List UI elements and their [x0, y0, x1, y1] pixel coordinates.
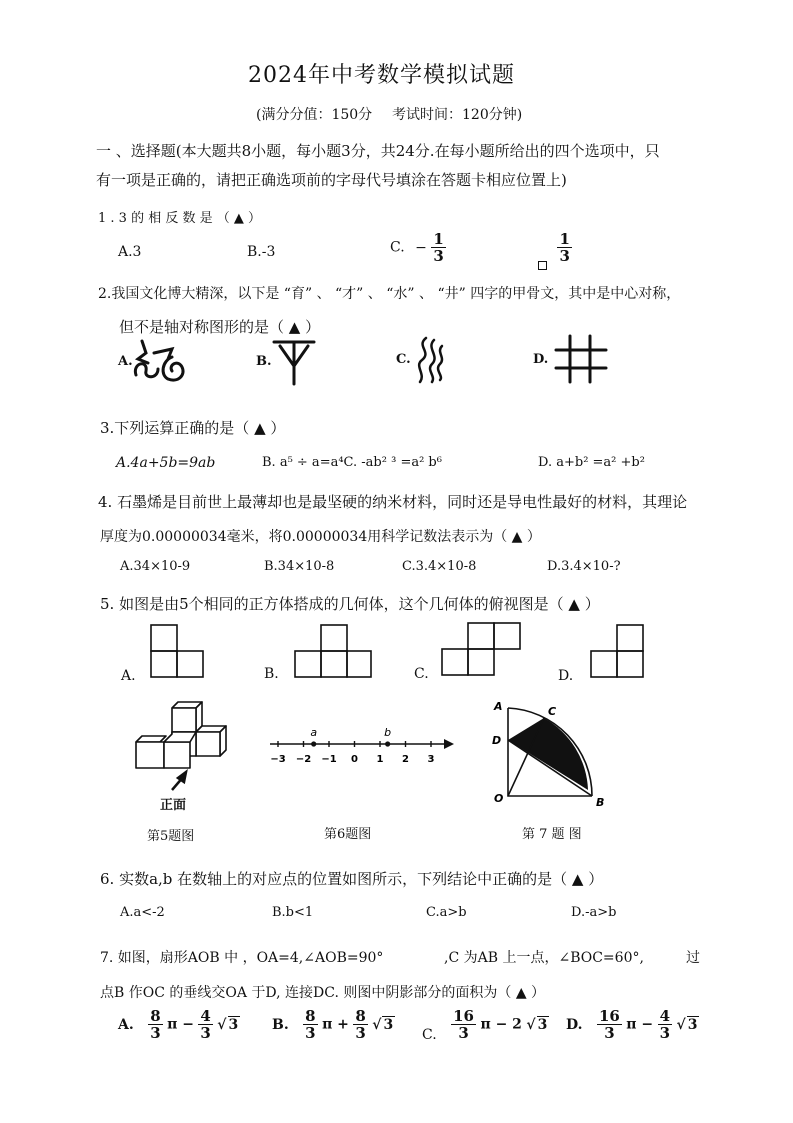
q5-option-b-top-view: [294, 624, 374, 680]
q7-a-root: √ 3: [217, 1016, 239, 1033]
oracle-cai-icon: [270, 336, 320, 388]
q7-option-d-frac2: [658, 1008, 672, 1041]
q7-d-root: √ 3: [676, 1016, 698, 1033]
q7-a-d2: 3: [200, 1024, 211, 1042]
q7-option-c-frac1: [451, 1008, 476, 1041]
q2-stem-line2: 但不是轴对称图形的是（ ▲ ）: [119, 318, 321, 336]
q1-option-d-numerator: 1: [559, 230, 570, 248]
q7-option-b: [272, 1008, 395, 1041]
q7-b-n1: 8: [305, 1007, 316, 1025]
q7-option-d-frac1: [597, 1008, 622, 1041]
q7-b-d1: 3: [305, 1024, 316, 1042]
q5-option-a-label: A.: [121, 668, 136, 684]
fig6-caption: 第6题图: [324, 827, 372, 842]
q7-option-a: [118, 1008, 240, 1041]
q7-option-a-label: A.: [118, 1016, 134, 1033]
page-title: 2024年中考数学模拟试题: [248, 63, 515, 88]
q7-option-c-label: C.: [422, 1026, 437, 1043]
q5-option-c-top-view: [441, 622, 523, 678]
section1-instruction-line2: 有一项是正确的，请把正确选项前的字母代号填涂在答题卡相应位置上): [96, 171, 567, 189]
q7-b-n2: 8: [355, 1007, 366, 1025]
q4-stem-line1: 4. 石墨烯是目前世上最薄却也是最坚硬的纳米材料，同时还是导电性最好的材料，其理论: [98, 493, 688, 511]
q4-stem-line2: 厚度为0.00000034毫米，将0.00000034用科学记数法表示为（ ▲ ）: [100, 529, 541, 545]
q7-option-d: [566, 1008, 699, 1041]
q1-option-c-label: C.: [390, 239, 405, 256]
number-line-tick-label: −2: [295, 754, 312, 765]
point-a-marker: [311, 741, 316, 746]
fig7-caption: 第 7 题 图: [522, 827, 582, 842]
q1-option-d-box-icon: [538, 261, 547, 270]
q7-b-mid: π +: [322, 1016, 349, 1033]
number-line-tick-label: 3: [427, 754, 435, 765]
q5-option-a-top-view: [150, 624, 206, 680]
q1-option-c-fraction: [431, 231, 445, 264]
q4-option-a: A.34×10-9: [120, 559, 191, 574]
q2-option-d-label: D.: [533, 352, 549, 367]
point-b-marker: [385, 741, 390, 746]
q7-b-rad: 3: [383, 1016, 394, 1033]
q2-stem-line1: 2.我国文化博大精深，以下是 “育” 、 “才” 、 “水” 、 “井” 四字的甲骨文，其中是中心对称，: [98, 286, 681, 302]
q6-stem: 6. 实数a,b 在数轴上的对应点的位置如图所示，下列结论中正确的是（ ▲ ）: [100, 870, 604, 888]
q7-d-n1: 16: [598, 1007, 620, 1025]
q1-option-a: A.3: [118, 244, 142, 260]
number-line-tick-label: 0: [351, 754, 358, 765]
number-line-tick-label: 1: [376, 754, 384, 765]
q1-option-c-sign: −: [415, 239, 427, 256]
front-label: 正面: [160, 798, 187, 813]
q7-d-mid: π −: [626, 1016, 654, 1033]
sector-label-b: B: [596, 796, 605, 809]
q4-option-d: D.3.4×10-?: [547, 559, 621, 574]
q6-option-d: D.-a>b: [571, 905, 617, 920]
q7-stem-line1-b: ,C 为AB 上一点，∠BOC=60°,: [444, 950, 644, 966]
q3-stem: 3.下列运算正确的是（ ▲ ）: [100, 419, 286, 437]
q7-stem-line2: 点B 作OC 的垂线交OA 于D, 连接DC. 则图中阴影部分的面积为（ ▲ ）: [100, 985, 546, 1001]
q7-a-d1: 3: [150, 1024, 161, 1042]
shaded-region: [508, 718, 588, 790]
q4-option-c: C.3.4×10-8: [402, 559, 477, 574]
q7-d-d1: 3: [604, 1024, 615, 1042]
q1-option-d-denominator: 3: [559, 247, 570, 265]
q6-option-a: A.a<-2: [120, 905, 165, 920]
sector-label-d: D: [492, 734, 502, 747]
q7-a-n2: 4: [200, 1007, 211, 1025]
q7-sector-figure: [488, 700, 613, 810]
sector-label-c: C: [548, 705, 557, 718]
point-b-label: b: [384, 726, 392, 739]
sector-label-a: A: [494, 700, 503, 713]
sector-label-o: O: [494, 792, 504, 805]
q7-d-rad: 3: [687, 1016, 698, 1033]
q2-option-c-label: C.: [396, 352, 411, 367]
subtitle-score: (满分分值：150分: [256, 107, 373, 123]
q1-option-c: [390, 231, 446, 264]
q7-stem-line1-c: 过: [686, 950, 700, 966]
q5-option-d-label: D.: [558, 668, 574, 684]
q7-c-d1: 3: [458, 1024, 469, 1042]
q5-option-c-label: C.: [414, 666, 429, 682]
q7-c-rad: 3: [537, 1016, 548, 1033]
q6-option-b: B.b<1: [272, 905, 314, 920]
q7-c-n1: 16: [453, 1007, 474, 1025]
q7-c-root: √ 3: [526, 1016, 548, 1033]
q1-option-c-numerator: 1: [433, 230, 444, 248]
q7-option-b-frac1: [303, 1008, 317, 1041]
q1-stem: 1 . 3 的 相 反 数 是 （ ▲ ）: [98, 211, 261, 226]
q1-option-d-fraction: [557, 231, 571, 264]
number-line-tick-label: 2: [402, 754, 409, 765]
q7-option-b-frac2: [353, 1008, 367, 1041]
oracle-shui-icon: [412, 334, 452, 386]
q7-b-d2: 3: [355, 1024, 366, 1042]
number-line-tick-label: −1: [321, 754, 337, 765]
q7-b-root: √ 3: [372, 1016, 394, 1033]
q2-option-a-label: A.: [118, 354, 133, 369]
fig5-caption: 第5题图: [147, 829, 195, 844]
q7-c-mid: π − 2: [480, 1016, 522, 1033]
subtitle-time: 考试时间：120分钟): [392, 107, 523, 123]
q7-stem-line1-a: 7. 如图，扇形AOB 中 ，OA=4,∠AOB=90°: [100, 950, 384, 966]
point-a-label: a: [310, 726, 318, 739]
q3-option-a: A.4a+5b=9ab: [116, 455, 216, 471]
q5-option-d-top-view: [590, 624, 646, 680]
q7-option-a-frac1: [148, 1008, 162, 1041]
q4-option-b: B.34×10-8: [264, 559, 335, 574]
q7-option-c: [422, 1008, 549, 1043]
q5-option-b-label: B.: [264, 666, 279, 682]
number-line-tick-label: −3: [270, 754, 286, 765]
q6-option-c: C.a>b: [426, 905, 467, 920]
q3-option-bc: B. a⁵ ÷ a=a⁴C. -ab² ³ =a² b⁶: [262, 455, 442, 470]
q7-d-n2: 4: [659, 1007, 671, 1025]
q2-option-b-label: B.: [256, 354, 272, 369]
q7-option-b-label: B.: [272, 1016, 289, 1033]
q1-option-b: B.-3: [247, 244, 276, 260]
oracle-yu-icon: [128, 335, 198, 387]
q7-option-d-label: D.: [566, 1016, 583, 1033]
q7-a-mid: π −: [167, 1016, 194, 1033]
q6-number-line: [266, 720, 456, 770]
q7-d-d2: 3: [659, 1024, 671, 1042]
q1-option-c-denominator: 3: [433, 247, 444, 265]
section1-instruction-line1: 一 、选择题(本大题共8小题，每小题3分，共24分.在每小题所给出的四个选项中，只: [96, 142, 660, 160]
q7-a-rad: 3: [228, 1016, 239, 1033]
number-line-arrow: [444, 739, 454, 749]
q5-stem: 5. 如图是由5个相同的正方体搭成的几何体，这个几何体的俯视图是（ ▲ ）: [100, 595, 600, 613]
q3-option-d: D. a+b² =a² +b²: [538, 455, 645, 470]
q1-option-d: [538, 231, 572, 270]
q7-a-n1: 8: [150, 1007, 161, 1025]
q7-option-a-frac2: [198, 1008, 212, 1041]
oracle-jing-icon: [554, 334, 608, 384]
